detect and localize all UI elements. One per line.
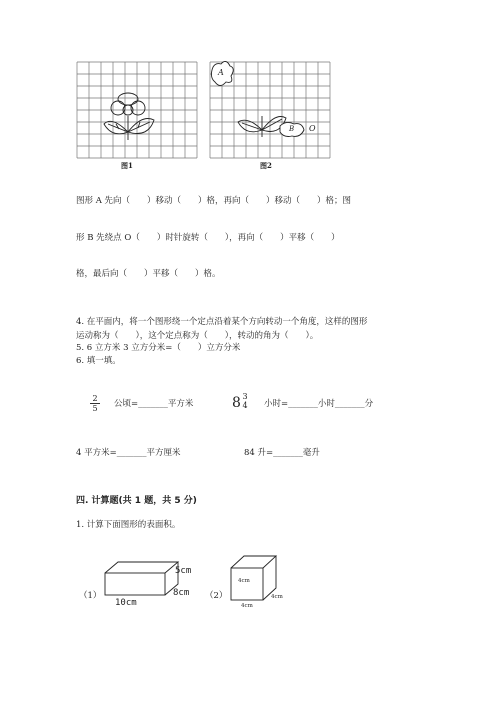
mixed-number-whole: 8: [232, 395, 241, 411]
q6-item-3: 4 平方米=_______平方厘米: [76, 448, 181, 458]
point-o-label: O: [309, 124, 316, 133]
cube-bottom-label: 4cm: [241, 603, 253, 609]
q6-title: 6. 填一填。: [76, 356, 121, 366]
q6-item-4: 84 升=_______毫升: [244, 448, 320, 458]
q4-line-2: 运动称为（ ），这个定点称为（ ），转动的角为（ ）。: [76, 331, 319, 341]
figure-1-label: （1）: [79, 591, 102, 601]
section-4-heading: 四. 计算题(共 1 题，共 5 分): [76, 496, 197, 506]
shape-b-label: B: [289, 125, 295, 133]
cube-front-label: 4cm: [238, 578, 250, 584]
q3-line-1: 图形 A 先向（ ）移动（ ）格，再向（ ）移动（ ）格；图: [76, 196, 352, 206]
mixed-denominator: 4: [242, 401, 248, 410]
q6-item-2: 小时=_______小时_______分: [264, 399, 374, 409]
cuboid-length-label: 10cm: [115, 598, 137, 608]
figure-1-caption: 图1: [121, 161, 133, 170]
shape-a-label: A: [218, 68, 224, 77]
mixed-numerator: 3: [242, 392, 248, 401]
figure-2-label: （2）: [205, 591, 228, 601]
fraction-denominator: 5: [90, 403, 100, 413]
q5-text: 5. 6 立方米 3 立方分米=（ ）立方分米: [76, 343, 241, 353]
section-4-q1: 1. 计算下面图形的表面积。: [76, 520, 181, 530]
q6-item-1: 公顷=_______平方米: [114, 399, 194, 409]
fraction-numerator: 2: [92, 394, 98, 403]
q3-line-2: 形 B 先绕点 O（ ）时针旋转（ ），再向（ ）平移（ ）: [76, 233, 340, 243]
q3-line-3: 格，最后向（ ）平移（ ）格。: [76, 269, 221, 279]
cuboid-height-label: 5cm: [175, 566, 192, 576]
figure-2-caption: 图2: [260, 161, 272, 170]
cuboid-width-label: 8cm: [173, 588, 190, 598]
cube-side-label: 4cm: [271, 594, 283, 600]
q4-line-1: 4. 在平面内，将一个图形绕一个定点沿着某个方向转动一个角度，这样的图形: [76, 317, 368, 327]
